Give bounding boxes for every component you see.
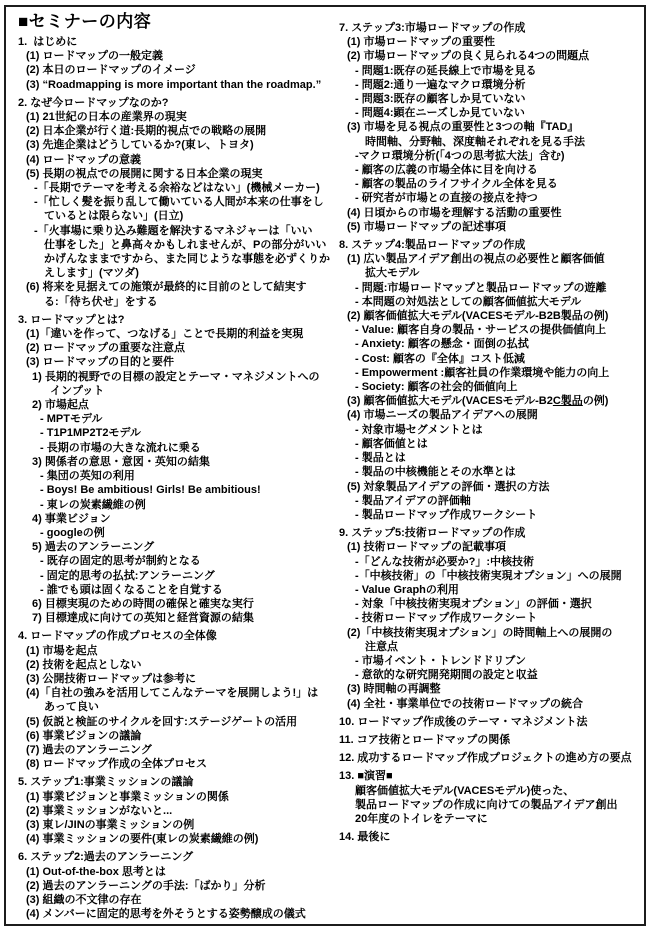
toc-line: (4) 市場ニーズの製品アイデアへの展開	[346, 409, 538, 422]
toc-line: 14. 最後に	[338, 831, 391, 844]
toc-line: インプット	[50, 384, 105, 397]
toc-line: - 意欲的な研究開発期間の設定と収益	[354, 669, 538, 682]
toc-line: (3) ロードマップの目的と要件	[26, 356, 175, 369]
toc-line: - 問題1:既存の延長線上で市場を見る	[354, 64, 537, 77]
toc-line: - 本問題の対処法としての顧客価値拡大モデル	[354, 295, 582, 308]
toc-line: (3) 顧客価値拡大モデル(VACESモデル-B2C製品の例)	[346, 395, 609, 408]
toc-line: (6) 将来を見据えての施策が最終的に目前のとして結実す	[26, 281, 307, 294]
toc-line: 製品ロードマップの作成に向けての製品アイデア創出	[354, 798, 618, 811]
toc-line: 9. ステップ5:技術ロードマップの作成	[338, 527, 526, 540]
toc-line: - 既存の固定的思考が制約となる	[40, 555, 201, 568]
toc-line: 4. ロードマップの作成プロセスの全体像	[18, 630, 217, 643]
toc-line: (2) 事業ミッションがないと...	[26, 804, 173, 817]
toc-line: (1) 技術ロードマップの記載事項	[346, 541, 507, 554]
toc-line: - 顧客の広義の市場全体に目を向ける	[354, 164, 538, 177]
toc-line: 1. はじめに	[18, 36, 78, 48]
toc-line: (5) 市場ロードマップの記述事項	[346, 220, 507, 233]
toc-line: - Anxiety: 顧客の懸念・面倒の払拭	[354, 338, 529, 351]
toc-line: - T1P1MP2T2モデル	[40, 427, 141, 440]
toc-line: - 対象市場セグメントとは	[354, 423, 483, 436]
toc-line: (2) 顧客価値拡大モデル(VACESモデル-B2B製品の例)	[346, 310, 609, 323]
toc-line: (4) 全社・事業単位での技術ロードマップの統合	[346, 697, 584, 710]
toc-line: (3) 先進企業はどうしているか?(東レ、トヨタ)	[26, 139, 254, 152]
toc-column-right	[333, 11, 640, 921]
toc-line: (2) 市場ロードマップの良く見られる4つの問題点	[346, 50, 590, 63]
toc-line: -「火事場に乗り込み難題を解決するマネジャーは「いい	[34, 224, 313, 237]
toc-line: - 集団の英知の利用	[40, 470, 135, 483]
toc-line: (8) ロードマップ作成の全体プロセス	[26, 758, 208, 771]
toc-line: 顧客価値拡大モデル(VACESモデル)使った、	[354, 784, 575, 797]
toc-line: -「長期でテーマを考える余裕などはない」(機械メーカー)	[34, 182, 320, 195]
toc-line: - 誰でも頭は固くなることを自覚する	[40, 583, 223, 596]
toc-line: - 長期の市場の大きな流れに乗る	[40, 441, 201, 454]
toc-line: 7) 目標達成に向けての英知と経営資源の結集	[32, 612, 254, 625]
toc-line: かげんなままですから、また同じような事態を必ずくりか	[44, 253, 330, 266]
toc-line: る:「待ち伏せ」をする	[44, 295, 158, 308]
toc-line: - 製品とは	[354, 452, 406, 465]
toc-line: - 顧客価値とは	[354, 437, 428, 450]
toc-line: - 市場イベント・トレンドドリブン	[354, 654, 526, 667]
toc-line: 1) 長期的視野での目標の設定とテーマ・マネジメントへの	[32, 370, 320, 383]
toc-line: - 東レの炭素繊維の例	[40, 498, 146, 511]
toc-line: 5) 過去のアンラーニング	[32, 541, 155, 554]
toc-line: 7. ステップ3:市場ロードマップの作成	[338, 22, 526, 34]
toc-line: - 製品の中核機能とその水準とは	[354, 466, 516, 479]
toc-line: (1) ロードマップの一般定義	[26, 50, 164, 63]
toc-line: -「どんな技術が必要か?」:中核技術	[354, 555, 535, 568]
toc-line: えします」(マツダ)	[44, 267, 139, 280]
toc-line: (3) 公開技術ロードマップは参考に	[26, 672, 197, 685]
toc-line: (2) 日本企業が行く道:長期的視点での戦略の展開	[26, 125, 267, 138]
toc-line: - Value: 顧客自身の製品・サービスの提供価値向上	[354, 324, 607, 337]
toc-line: - Value Graphの利用	[354, 583, 459, 596]
toc-line: (3) 時間軸の再調整	[346, 683, 441, 696]
toc-line: - Society: 顧客の社会的価値向上	[354, 381, 518, 394]
toc-line: (4) メンバーに固定的思考を外そうとする姿勢醸成の儀式	[26, 908, 306, 921]
toc-line: 4) 事業ビジョン	[32, 512, 111, 525]
toc-line: (1) Out-of-the-box 思考とは	[26, 865, 166, 878]
toc-line: - 顧客の製品のライフサイクル全体を見る	[354, 178, 558, 191]
toc-line: (2)「中核技術実現オプション」の時間軸上への展開の	[346, 626, 613, 639]
toc-line: (1) 事業ビジョンと事業ミッションの関係	[26, 790, 229, 803]
toc-line: (3) “Roadmapping is more important than the roadmap.”	[26, 78, 322, 91]
toc-line: -マクロ環境分析(「4つの思考拡大法」含む)	[354, 149, 565, 162]
toc-line: 6) 目標実現のための時間の確保と確実な実行	[32, 597, 254, 610]
toc-line: - Cost: 顧客の『全体』コスト低減	[354, 352, 525, 365]
toc-line: 2. なぜ今ロードマップなのか?	[18, 96, 169, 109]
toc-line: 注意点	[364, 640, 398, 653]
toc-line: (2) ロードマップの重要な注意点	[26, 342, 186, 355]
toc-line: 2) 市場起点	[32, 399, 89, 412]
toc-line: 3) 関係者の意思・意図・英知の結集	[32, 455, 210, 468]
toc-line: - 対象「中核技術実現オプション」の評価・選択	[354, 598, 592, 611]
toc-line: - 問題4:顕在ニーズしか見ていない	[354, 107, 525, 120]
toc-line: 3. ロードマップとは?	[18, 313, 125, 326]
toc-line: (1) 広い製品アイデア創出の視点の必要性と顧客価値	[346, 253, 605, 266]
toc-line: ているとは限らない」(日立)	[44, 210, 184, 223]
toc-line: (4) ロードマップの意義	[26, 153, 142, 166]
toc-line: - MPTモデル	[40, 413, 103, 426]
toc-line: 8. ステップ4:製品ロードマップの作成	[338, 239, 526, 252]
page-title: ■セミナーの内容	[18, 12, 152, 31]
toc-line: 6. ステップ2:過去のアンラーニング	[18, 851, 194, 864]
toc-line: (1) 21世紀の日本の産業界の現実	[26, 111, 187, 124]
toc-line: - Boys! Be ambitious! Girls! Be ambitious!	[40, 484, 261, 497]
toc-line: -「中核技術」の「中核技術実現オプション」への展開	[354, 569, 622, 582]
toc-line: 5. ステップ1:事業ミッションの議論	[18, 776, 194, 789]
toc-line: (3) 組織の不文律の存在	[26, 893, 142, 906]
toc-column-left	[12, 11, 333, 921]
content-frame	[4, 5, 646, 926]
toc-line: (6) 事業ビジョンの議論	[26, 729, 142, 742]
toc-line: - 研究者が市場との直接の接点を持つ	[354, 192, 538, 205]
toc-line: - 製品アイデアの評価軸	[354, 494, 471, 507]
toc-line: (5) 仮説と検証のサイクルを回す:ステージゲートの活用	[26, 715, 298, 728]
toc-line: 拡大モデル	[364, 267, 420, 280]
toc-line: (1)「違いを作って、つなげる」ことで長期的利益を実現	[26, 328, 304, 341]
toc-line: (3) 東レ/JINの事業ミッションの例	[26, 818, 195, 831]
toc-line: - 問題:市場ロードマップと製品ロードマップの遊離	[354, 281, 607, 294]
toc-line: 仕事をした」と鼻高々かもしれませんが、Pの部分がいい	[44, 238, 327, 251]
toc-line: 11. コア技術とロードマップの関係	[338, 733, 511, 746]
toc-line: 時間軸、分野軸、深度軸それぞれを見る手法	[364, 135, 585, 148]
toc-line: (1) 市場ロードマップの重要性	[346, 36, 496, 49]
toc-line: - 問題2:通り一遍なマクロ環境分析	[354, 78, 526, 91]
toc-line: - 技術ロードマップ作成ワークシート	[354, 612, 538, 625]
toc-line: (4) 日頃からの市場を理解する活動の重要性	[346, 206, 562, 219]
toc-line: (3) 市場を見る視点の重要性と3つの軸『TAD』	[346, 121, 579, 134]
toc-line: (5) 対象製品アイデアの評価・選択の方法	[346, 480, 550, 493]
toc-line: (4) 事業ミッションの要件(東レの炭素繊維の例)	[26, 833, 259, 846]
toc-line: (1) 市場を起点	[26, 644, 98, 657]
toc-line: - 固定的思考の払拭:アンラーニング	[40, 569, 215, 582]
toc-line: - 問題3:既存の顧客しか見ていない	[354, 93, 526, 106]
toc-line: (7) 過去のアンラーニング	[26, 743, 152, 756]
toc-line: 12. 成功するロードマップ作成プロジェクトの進め方の要点	[338, 752, 632, 765]
toc-line: 13. ■演習■	[338, 770, 393, 783]
toc-line: 10. ロードマップ作成後のテーマ・マネジメント法	[338, 715, 588, 728]
toc-line: 20年度のトイレをテーマに	[354, 812, 488, 825]
toc-line: -「忙しく髪を振り乱して働いている人間が本来の仕事をし	[34, 196, 324, 209]
toc-line: - 製品ロードマップ作成ワークシート	[354, 508, 538, 521]
two-column-layout	[12, 11, 640, 921]
toc-line: - Empowerment :顧客社員の作業環境や能力の向上	[354, 366, 610, 379]
toc-line: (4)「自社の強みを活用してこんなテーマを展開しよう!」は	[26, 687, 319, 700]
toc-line: (2) 過去のアンラーニングの手法:「ばかり」分析	[26, 879, 266, 892]
toc-line: あって良い	[44, 701, 99, 714]
toc-line: (2) 技術を起点としない	[26, 658, 142, 671]
toc-line: (2) 本日のロードマップのイメージ	[26, 64, 196, 77]
toc-line: - googleの例	[40, 526, 105, 539]
toc-line: (5) 長期の視点での展開に関する日本企業の現実	[26, 167, 263, 180]
